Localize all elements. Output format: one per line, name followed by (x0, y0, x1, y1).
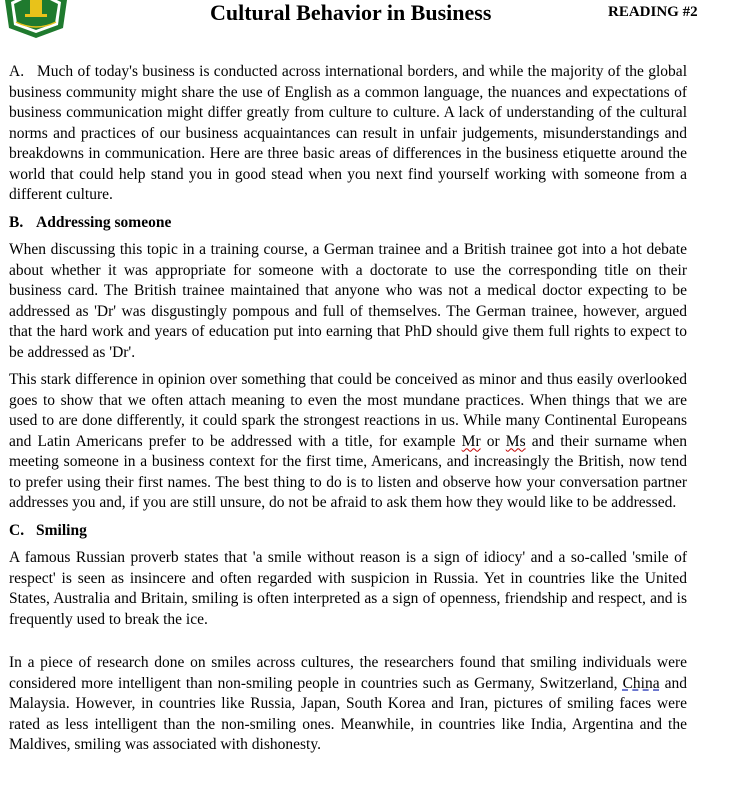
page-title: Cultural Behavior in Business (210, 0, 492, 25)
university-crest-icon (3, 0, 69, 38)
section-a-paragraph (9, 62, 687, 206)
section-c-p2-text-2: and Malaysia. However, in countries like Russia, Japan, South Korea and Iran, pictures of smiling faces were rated as less intelligent than the non-smiling ones. Meanwhile, in countries like India, Argentina and the Maldives, smiling was associated with dishonesty. (9, 674, 687, 753)
grammar-check-china: China (622, 674, 660, 692)
section-b-p2-text-2: and their surname when meeting someone in a business context for the first time, Americans, and increasingly the British, now tend to prefer using their first names. The best thing to do is to listen and observe how your conversation partner addresses you and, if you are still unsure, do not be afraid to ask them how they would like to be addressed. (9, 432, 687, 511)
section-c-p2-text-1: In a piece of research done on smiles across cultures, the researchers found that smiling individuals were considered more intelligent than non-smiling people in countries such as Germany, Switzerland, (9, 654, 687, 692)
paragraph-spacer (9, 637, 687, 653)
section-b-paragraph-1: When discussing this topic in a training course, a German trainee and a British trainee got into a hot debate about whether it was appropriate for someone with a doctorate to use the corresponding title on their business card. The British trainee maintained that anyone who was not a medical doctor expecting to be addressed as 'Dr' was disgustingly pompous and full of themselves. The German trainee, however, argued that the hard work and years of education put into earning that PhD should give them full rights to expect to be addressed as 'Dr'. (9, 241, 687, 361)
section-b-p2-text-1: This stark difference in opinion over something that could be conceived as minor and thus easily overlooked goes to show that we often attach meaning to even the most mundane practices. When things that we are used to are done differently, it could spark the strongest reactions in us. While many Continental Europeans and Latin Americans prefer to be addressed with a title, for example (9, 371, 687, 450)
spellcheck-ms: Ms (505, 432, 526, 450)
section-c-title: Smiling (36, 521, 87, 539)
spellcheck-mr: Mr (461, 432, 481, 450)
section-a-text: Much of today's business is conducted across international borders, and while the majority of the global business community might share the use of English as a common language, the nuances and expectations of business communication might differ greatly from culture to culture. A lack of understanding of the cultural norms and practices of our business acquaintances can result in unfair judgements, misunderstandings and breakdowns in communication. Here are three basic areas of differences in the business etiquette around the world that could help stand you in good stead when you next find yourself working with someone from a different culture. (9, 63, 687, 203)
reading-number: READING #2 (608, 4, 698, 20)
section-c-paragraph-1: A famous Russian proverb states that 'a smile without reason is a sign of idiocy' and a so-called 'smile of respect' is seen as insincere and often regarded with suspicion in Russia. Yet in countries like the United States, Australia and Britain, smiling is often interpreted as a sign of openness, friendship and respect, and is frequently used to break the ice. (9, 549, 687, 628)
article-body (9, 62, 687, 763)
section-b-paragraph-2 (9, 370, 687, 514)
section-b-label: B. (9, 213, 24, 231)
section-c-label: C. (9, 521, 25, 539)
section-b-title: Addressing someone (36, 213, 172, 231)
section-b-heading (9, 213, 687, 234)
section-a-label: A. (9, 63, 25, 80)
section-c-paragraph-2 (9, 653, 687, 756)
section-c-heading (9, 521, 687, 542)
section-b-p2-or: or (480, 432, 506, 450)
